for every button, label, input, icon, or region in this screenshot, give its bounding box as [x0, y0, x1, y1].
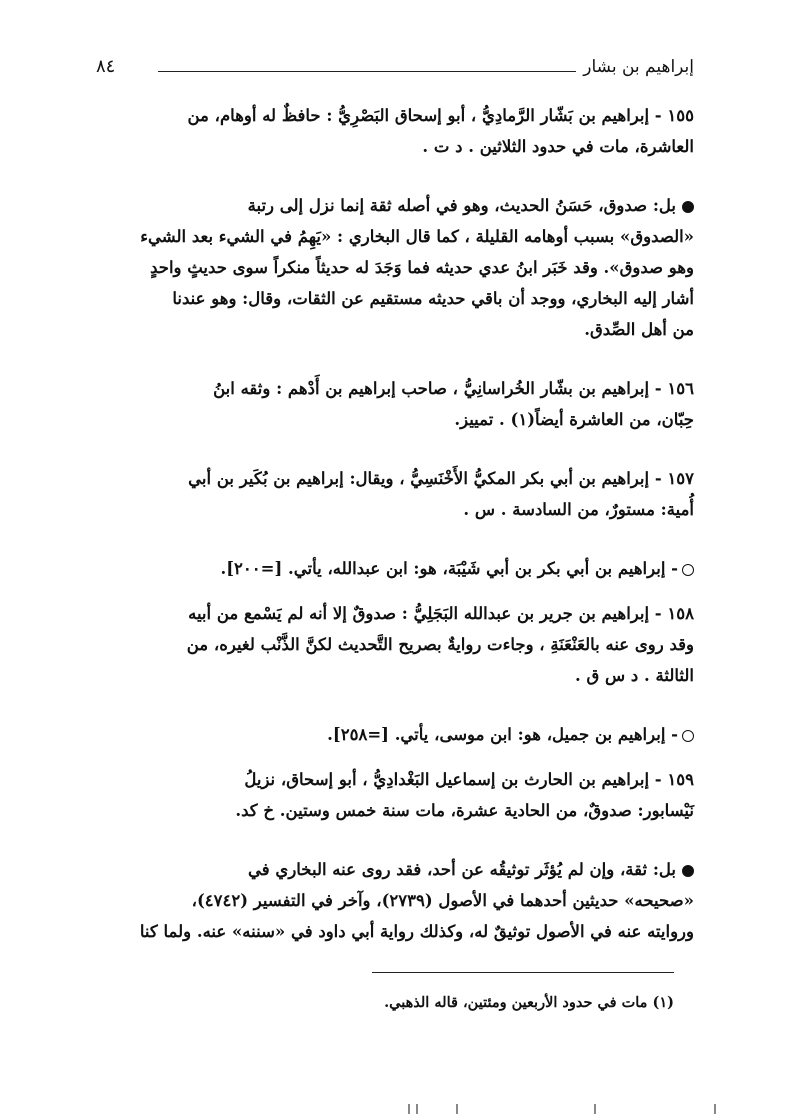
text-line	[96, 598, 694, 629]
text-line	[96, 373, 694, 404]
text-line	[96, 553, 694, 584]
text-line	[96, 719, 694, 750]
scan-mark	[408, 1104, 410, 1114]
text-line	[96, 494, 694, 525]
ring-bullet-icon	[682, 564, 694, 576]
text-run: الثالثة . د س ق .	[575, 666, 694, 685]
text-run: ١٥٦ - إبراهيم بن بشّار الخُراسانِيُّ ، صاحب إبراهيم بن أَدْهم : وثقه ابنُ	[213, 379, 694, 398]
page-number: ٨٤	[96, 56, 116, 77]
text-line	[96, 221, 694, 252]
scan-mark	[714, 1104, 716, 1114]
text-line	[96, 283, 694, 314]
entry	[96, 764, 694, 826]
text-line	[96, 314, 694, 345]
text-run: «صحيحه» حديثين أحدهما في الأصول (٢٧٣٩)، وآخر في التفسير (٤٧٤٢)،	[191, 891, 694, 910]
text-run: ١٥٧ - إبراهيم بن أبي بكر المكيُّ الأَخْنَسِيُّ ، ويقال: إبراهيم بن بُكَير بن أبي	[188, 469, 694, 488]
text-line	[96, 131, 694, 162]
footnote: (١) مات في حدود الأربعين ومئتين، قاله الذهبي.	[384, 994, 674, 1011]
text-line	[96, 190, 694, 221]
scan-mark	[456, 1104, 458, 1114]
text-run: - إبراهيم بن جميل، هو: ابن موسى، يأتي. [=٢٥٨].	[327, 725, 678, 744]
text-run: وقد روى عنه بالعَنْعَنَةِ ، وجاءت روايةٌ بصريح التَّحديث لكنَّ الذَّنْب لغيره، من	[186, 635, 694, 654]
filled-bullet-icon	[682, 865, 694, 877]
text-run: من أهل الصِّدق.	[584, 320, 694, 339]
scan-marks	[0, 1100, 790, 1114]
ring-bullet-icon	[682, 730, 694, 742]
text-line	[96, 404, 694, 435]
text-line	[96, 629, 694, 660]
filled-bullet-icon	[682, 201, 694, 213]
page-body	[96, 100, 694, 975]
text-run: - إبراهيم بن أبي بكر بن أبي شَيْبَة، هو: ابن عبدالله، يأتي. [=٢٠٠].	[220, 559, 678, 578]
text-run: وهو صدوق». وقد خَبَر ابنُ عدي حديثه فما وَجَدَ له حديثاً منكراً سوى حديثٍ واحدٍ	[150, 258, 694, 277]
running-title: إبراهيم بن بشار	[583, 57, 694, 77]
entry	[96, 719, 694, 750]
footnote-rule	[372, 972, 674, 973]
entry	[96, 854, 694, 947]
text-run: العاشرة، مات في حدود الثلاثين . د ت .	[422, 137, 694, 156]
entry	[96, 463, 694, 525]
scan-mark	[416, 1104, 418, 1114]
text-run: ١٥٩ - إبراهيم بن الحارث بن إسماعيل البَغْدادِيُّ ، أبو إسحاق، نزيلُ	[244, 770, 694, 789]
text-line	[96, 660, 694, 691]
entry	[96, 190, 694, 345]
entry	[96, 373, 694, 435]
scan-mark	[594, 1104, 596, 1114]
text-run: بل: صدوق، حَسَنُ الحديث، وهو في أصله ثقة إنما نزل إلى رتبة	[247, 196, 676, 215]
text-run: «الصدوق» بسبب أوهامه القليلة ، كما قال البخاري : «يَهِمُ في الشيء بعد الشيء	[140, 227, 694, 246]
text-line	[96, 854, 694, 885]
text-line	[96, 885, 694, 916]
entry	[96, 598, 694, 691]
page-header	[96, 56, 694, 92]
header-rule	[158, 71, 576, 72]
entry	[96, 100, 694, 162]
text-run: أُمية: مستورٌ، من السادسة . س .	[463, 500, 694, 519]
text-line	[96, 795, 694, 826]
text-line	[96, 252, 694, 283]
text-run: ١٥٥ - إبراهيم بن بَشّار الرَّمادِيُّ ، أبو إسحاق البَصْرِيُّ : حافظٌ له أوهام، من	[187, 106, 694, 125]
text-line	[96, 764, 694, 795]
text-run: أشار إليه البخاري، ووجد أن باقي حديثه مستقيم عن الثقات، وقال: وهو عندنا	[172, 289, 694, 308]
text-line	[96, 916, 694, 947]
text-run: حِبّان، من العاشرة أيضاً(١) . تمييز.	[454, 410, 694, 429]
text-run: بل: ثقة، وإن لم يُؤثَر توثيقُه عن أحد، فقد روى عنه البخاري في	[248, 860, 676, 879]
text-run: نَيْسابور: صدوقٌ، من الحادية عشرة، مات سنة خمس وستين. خ كد.	[235, 801, 694, 820]
text-run: ١٥٨ - إبراهيم بن جرير بن عبدالله البَجَلِيُّ : صدوقٌ إلا أنه لم يَسْمع من أبيه	[188, 604, 694, 623]
entry	[96, 553, 694, 584]
text-line	[96, 100, 694, 131]
text-run: وروايته عنه في الأصول توثيقٌ له، وكذلك رواية أبي داود في «سننه» عنه. ولما كنا	[139, 922, 694, 941]
text-line	[96, 463, 694, 494]
